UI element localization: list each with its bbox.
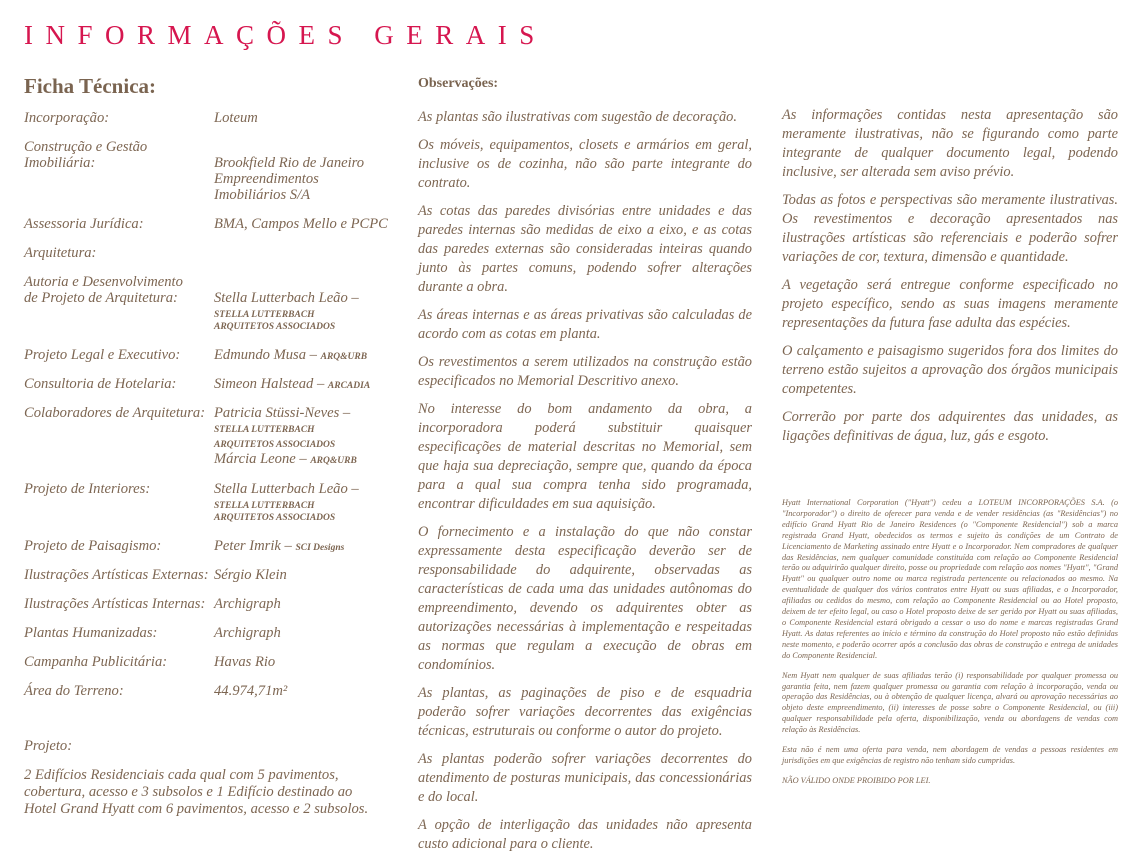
spec-value — [214, 274, 404, 333]
spec-row-paisagismo — [24, 538, 404, 554]
observacao-paragraph: No interesse do bom andamento da obra, a incorporadora poderá substituir quaisquer especificações de material descritas no Memorial, sem que haja sua depreciação, sempre que, quando da época para a qual sua compra tenha sido programada, encontrar dificuldades em sua aquisição. — [418, 401, 752, 512]
legal-paragraph: Hyatt International Corporation ("Hyatt") cedeu a LOTEUM INCORPORAÇÕES S.A. (o "Incorporador") o direito de oferecer para venda e de vender residências (as "Residências") no edifício Grand Hyatt Rio de Janeiro Residences (o "Componente Residencial") sob a marca registrada Grand Hyatt, obedecidos os termos e sujeito às condições de um Contrato de Licenciamento de Marketing assinado entre Hyatt e o Incorporador. Nem compradores de qualquer das Residências, nem qualquer comunidade constituída com relação ao Componente Residencial terão ou adquirirão qualquer direito, posse ou propriedade com relação aos nomes "Hyatt", "Grand Hyatt" ou qualquer outro nome ou marca registrada pertencente ou relacionados ao mesmo. Na eventualidade de qualquer dos vários contratos entre Hyatt ou suas afiliadas, e o Incorporador, afiliadas ou cedidos do mesmo, com relação ao Componente Residencial ou ao Hotel proposto, deixem de ter efeito legal, ou caso o Hotel proposto deixe de ser gerido por Hyatt ou suas afiliadas, o Componente Residencial estará obrigado a cessar o uso do nome e marcas registradas Grand Hyatt. As datas referentes ao início e término da construção do Hotel proposto não estão definidas neste momento, e poderão ocorrer após a conclusão das obras de construção e entrega de unidades do Componente Residencial. — [782, 498, 1118, 660]
spec-value-name: Simeon Halstead – — [214, 376, 325, 392]
spec-row-interiores — [24, 481, 404, 524]
observacoes-heading: Observações: — [418, 76, 499, 91]
spec-value-firm: STELLA LUTTERBACH — [214, 425, 315, 435]
spec-row-autoria — [24, 274, 404, 333]
spec-list — [24, 110, 404, 699]
spec-value-firm: ARQ&URB — [310, 456, 357, 466]
spec-label — [24, 274, 214, 333]
spec-label: Ilustrações Artísticas Internas: — [24, 596, 206, 612]
ficha-tecnica-heading: Ficha Técnica: — [24, 74, 157, 98]
spec-value-firm: STELLA LUTTERBACH — [214, 310, 315, 320]
spec-row-campanha — [24, 654, 404, 670]
legal-paragraph: Nem Hyatt nem qualquer de suas afiliadas terão (i) responsabilidade por qualquer promessa ou garantia feita, nem fazem qualquer promessa ou garantia com relação à incorporação, venda ou operação das Residências, ou à obtenção de qualquer licença, alvará ou aprovação necessárias ao objeto deste empreendimento, (ii) interesses de posse sobre o Componente Residencial, ou (iii) qualquer responsabilidade pela oferta, disponibilização, venda ou abordagens de vendas com relação às Residências. — [782, 670, 1118, 735]
spec-label-line: Autoria e Desenvolvimento — [24, 274, 183, 290]
spec-row-ilustracoes-internas — [24, 596, 404, 612]
spec-value — [214, 347, 404, 363]
spec-value — [214, 405, 404, 467]
spec-value-firm: SCI Designs — [295, 543, 345, 553]
spec-value: BMA, Campos Mello e PCPC — [214, 216, 388, 232]
spec-value: Sérgio Klein — [214, 567, 287, 583]
spec-label: Projeto de Paisagismo: — [24, 538, 162, 554]
legal-disclaimer-section — [782, 498, 1118, 796]
observacao-paragraph: As cotas das paredes divisórias entre unidades e das paredes internas são medidas de eixo a eixo, e as cotas das paredes externas são consideradas inteiras quando junto às partes comuns, podendo sofrer alterações durante a obra. — [418, 203, 752, 295]
spec-label: Projeto Legal e Executivo: — [24, 347, 181, 363]
spec-value-firm: ARQ&URB — [320, 352, 368, 362]
spec-value-name: Stella Lutterbach Leão – — [214, 290, 359, 306]
spec-value — [214, 481, 404, 524]
observacao-paragraph: Os móveis, equipamentos, closets e armários em geral, inclusive os de cozinha, não são parte integrante do contrato. — [418, 137, 752, 191]
spec-value-line: Brookfield Rio de Janeiro — [214, 155, 365, 171]
projeto-label: Projeto: — [24, 738, 73, 754]
spec-value: Loteum — [214, 110, 258, 126]
observacoes-section — [418, 76, 752, 863]
spec-value-name: Edmundo Musa – — [214, 347, 317, 363]
observacao-paragraph: Os revestimentos a serem utilizados na construção estão especificados no Memorial Descritivo anexo. — [418, 354, 752, 389]
spec-value-name: Stella Lutterbach Leão – — [214, 481, 359, 497]
spec-label: Ilustrações Artísticas Externas: — [24, 567, 209, 583]
spec-label: Campanha Publicitária: — [24, 654, 168, 670]
spec-value-firm: ARQUITETOS ASSOCIADOS — [214, 513, 336, 523]
spec-row-arquitetura — [24, 245, 404, 261]
spec-label: Plantas Humanizadas: — [24, 625, 158, 641]
projeto-line: 2 Edifícios Residenciais cada qual com 5 pavimentos, — [24, 767, 339, 783]
spec-value-line: Empreendimentos — [214, 171, 319, 187]
spec-row-ilustracoes-externas — [24, 567, 404, 583]
spec-label-line: Construção e Gestão — [24, 139, 148, 155]
spec-value-name: Patricia Stüssi-Neves – — [214, 405, 351, 421]
legal-paragraph: Esta não é nem uma oferta para venda, nem abordagem de vendas a pessoas residentes em jurisdições em que exigências de registro não tenham sido cumpridas. — [782, 745, 1118, 765]
page-title: INFORMAÇÕES GERAIS — [24, 20, 547, 50]
ficha-tecnica-section — [24, 74, 404, 699]
observacoes-continued-section — [782, 106, 1118, 455]
spec-label: Área do Terreno: — [24, 683, 124, 699]
projeto-line: Hotel Grand Hyatt com 6 pavimentos, acesso e 2 subsolos. — [24, 801, 369, 817]
spec-label: Consultoria de Hotelaria: — [24, 376, 177, 392]
spec-row-projeto-legal — [24, 347, 404, 363]
spec-label: Assessoria Jurídica: — [24, 216, 144, 232]
spec-value: Havas Rio — [214, 654, 276, 670]
legal-notice: NÃO VÁLIDO ONDE PROIBIDO POR LEI. — [782, 775, 931, 785]
spec-row-construcao — [24, 139, 404, 203]
spec-label-line: Imobiliária: — [24, 155, 96, 171]
spec-value — [214, 376, 404, 392]
projeto-line: cobertura, acesso e 3 subsolos e 1 Edifício destinado ao — [24, 784, 353, 800]
spec-row-assessoria — [24, 216, 404, 232]
spec-value-line: Imobiliários S/A — [214, 187, 311, 203]
observacao-paragraph: O calçamento e paisagismo sugeridos fora dos limites do terreno estão sujeitos a aprovação dos órgãos municipais competentes. — [782, 343, 1118, 397]
projeto-section — [24, 738, 384, 818]
spec-value: 44.974,71m² — [214, 683, 288, 699]
spec-value-firm: ARQUITETOS ASSOCIADOS — [214, 322, 336, 332]
spec-row-plantas-humanizadas — [24, 625, 404, 641]
spec-label-line: de Projeto de Arquitetura: — [24, 290, 178, 306]
observacao-paragraph: As plantas são ilustrativas com sugestão de decoração. — [418, 109, 737, 125]
spec-label: Projeto de Interiores: — [24, 481, 151, 497]
spec-value-firm: ARCADIA — [327, 381, 371, 391]
spec-value — [214, 139, 404, 203]
observacao-paragraph: As informações contidas nesta apresentação são meramente ilustrativas, não se figurando como parte integrante de qualquer documento legal, podendo inclusive, ser alterada sem aviso prévio. — [782, 107, 1118, 180]
spec-label: Colaboradores de Arquitetura: — [24, 405, 206, 421]
spec-value-name: Márcia Leone – — [214, 451, 307, 467]
spec-label: Incorporação: — [24, 110, 110, 126]
spec-row-consultoria — [24, 376, 404, 392]
spec-value-firm: STELLA LUTTERBACH — [214, 501, 315, 511]
observacao-paragraph: Correrão por parte dos adquirentes das unidades, as ligações definitivas de água, luz, gás e esgoto. — [782, 409, 1118, 444]
observacao-paragraph: As áreas internas e as áreas privativas são calculadas de acordo com as cotas em planta. — [418, 307, 752, 342]
spec-label: Arquitetura: — [24, 245, 97, 261]
spec-label — [24, 139, 214, 203]
spec-row-area-terreno — [24, 683, 404, 699]
spec-row-colaboradores — [24, 405, 404, 467]
observacao-paragraph: O fornecimento e a instalação do que não constar expressamente desta especificação deverão ser de responsabilidade do adquirente, observadas as características de cada uma das unidades autônomas do empreendimento, devendo os adquirentes obter as autorizações necessárias à implementação e respeitadas as normas que regulam a execução de obras em condomínios. — [418, 524, 752, 673]
observacao-paragraph: As plantas, as paginações de piso e de esquadria poderão sofrer variações decorrentes das exigências técnicas, estruturais ou conforme o autor do projeto. — [418, 685, 752, 739]
spec-value-name: Peter Imrik – — [214, 538, 292, 554]
observacao-paragraph: A opção de interligação das unidades não apresenta custo adicional para o cliente. — [418, 817, 752, 852]
spec-row-incorporacao — [24, 110, 404, 126]
spec-value: Archigraph — [214, 596, 281, 612]
spec-value — [214, 245, 404, 261]
spec-value-firm: ARQUITETOS ASSOCIADOS — [214, 440, 336, 450]
observacao-paragraph: As plantas poderão sofrer variações decorrentes do atendimento de posturas municipais, das concessionárias e do local. — [418, 751, 752, 805]
spec-value: Archigraph — [214, 625, 281, 641]
spec-value — [214, 538, 404, 554]
observacao-paragraph: Todas as fotos e perspectivas são meramente ilustrativas. Os revestimentos e decoração apresentados nas ilustrações artísticas são referenciais e poderão sofrer variações de cor, textura, dimensão e quantidade. — [782, 192, 1118, 265]
spec-value-name-2 — [214, 451, 404, 467]
observacao-paragraph: A vegetação será entregue conforme especificado no projeto específico, sendo as suas imagens meramente representações da futura fase adulta das espécies. — [782, 277, 1118, 331]
